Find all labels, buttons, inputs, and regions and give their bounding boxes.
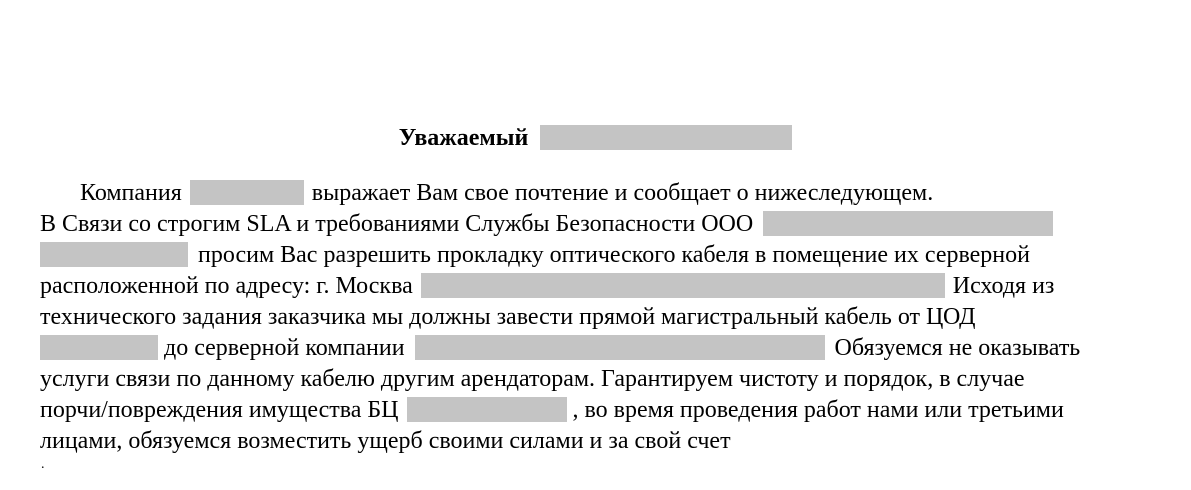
redacted-recipient-name [540, 125, 792, 150]
letter-text: , во время проведения работ нами или третьими [572, 397, 1064, 423]
letter-text: порчи/повреждения имущества БЦ [40, 397, 399, 423]
letter-text: расположенной по адресу: г. Москва [40, 273, 413, 299]
redacted-client-company [415, 335, 825, 360]
letter-text: Обязуемся не оказывать [834, 335, 1081, 361]
letter-line-5 [40, 302, 976, 333]
letter-line-7 [40, 364, 1025, 395]
letter-text: В Связи со строгим SLA и требованиями Службы Безопасности ООО [40, 211, 754, 237]
letter-text: Исходя из [952, 273, 1055, 299]
redacted-client-name-cont [40, 242, 188, 267]
redacted-datacenter-name [40, 335, 158, 360]
salutation-line [0, 123, 1191, 154]
letter-text: услуги связи по данному кабелю другим арендаторам. Гарантируем чистоту и порядок, в случае [40, 366, 1025, 392]
letter-text: Компания [80, 180, 182, 206]
letter-line-2 [40, 209, 1053, 240]
letter-line-4 [40, 271, 1054, 302]
letter-text: просим Вас разрешить прокладку оптического кабеля в помещение их серверной [198, 242, 1030, 268]
letter-text: технического задания заказчика мы должны завести прямой магистральный кабель от ЦОД [40, 304, 976, 330]
letter-line-8 [40, 395, 1064, 426]
salutation-text: Уважаемый [398, 125, 529, 151]
redacted-business-center [407, 397, 567, 422]
letter-line-3 [40, 240, 1030, 271]
trailing-mark: . [41, 457, 45, 472]
letter-line-9 [40, 426, 731, 457]
letter-text: выражает Вам свое почтение и сообщает о нижеследующем. [311, 180, 934, 206]
redacted-address [421, 273, 945, 298]
redacted-company-name [190, 180, 304, 205]
letter-line-1 [80, 178, 933, 209]
redacted-client-name [763, 211, 1053, 236]
letter-text: до серверной компании [164, 335, 405, 361]
letter-text: лицами, обязуемся возместить ущерб своими силами и за свой счет [40, 428, 731, 454]
letter-line-6 [40, 333, 1080, 364]
